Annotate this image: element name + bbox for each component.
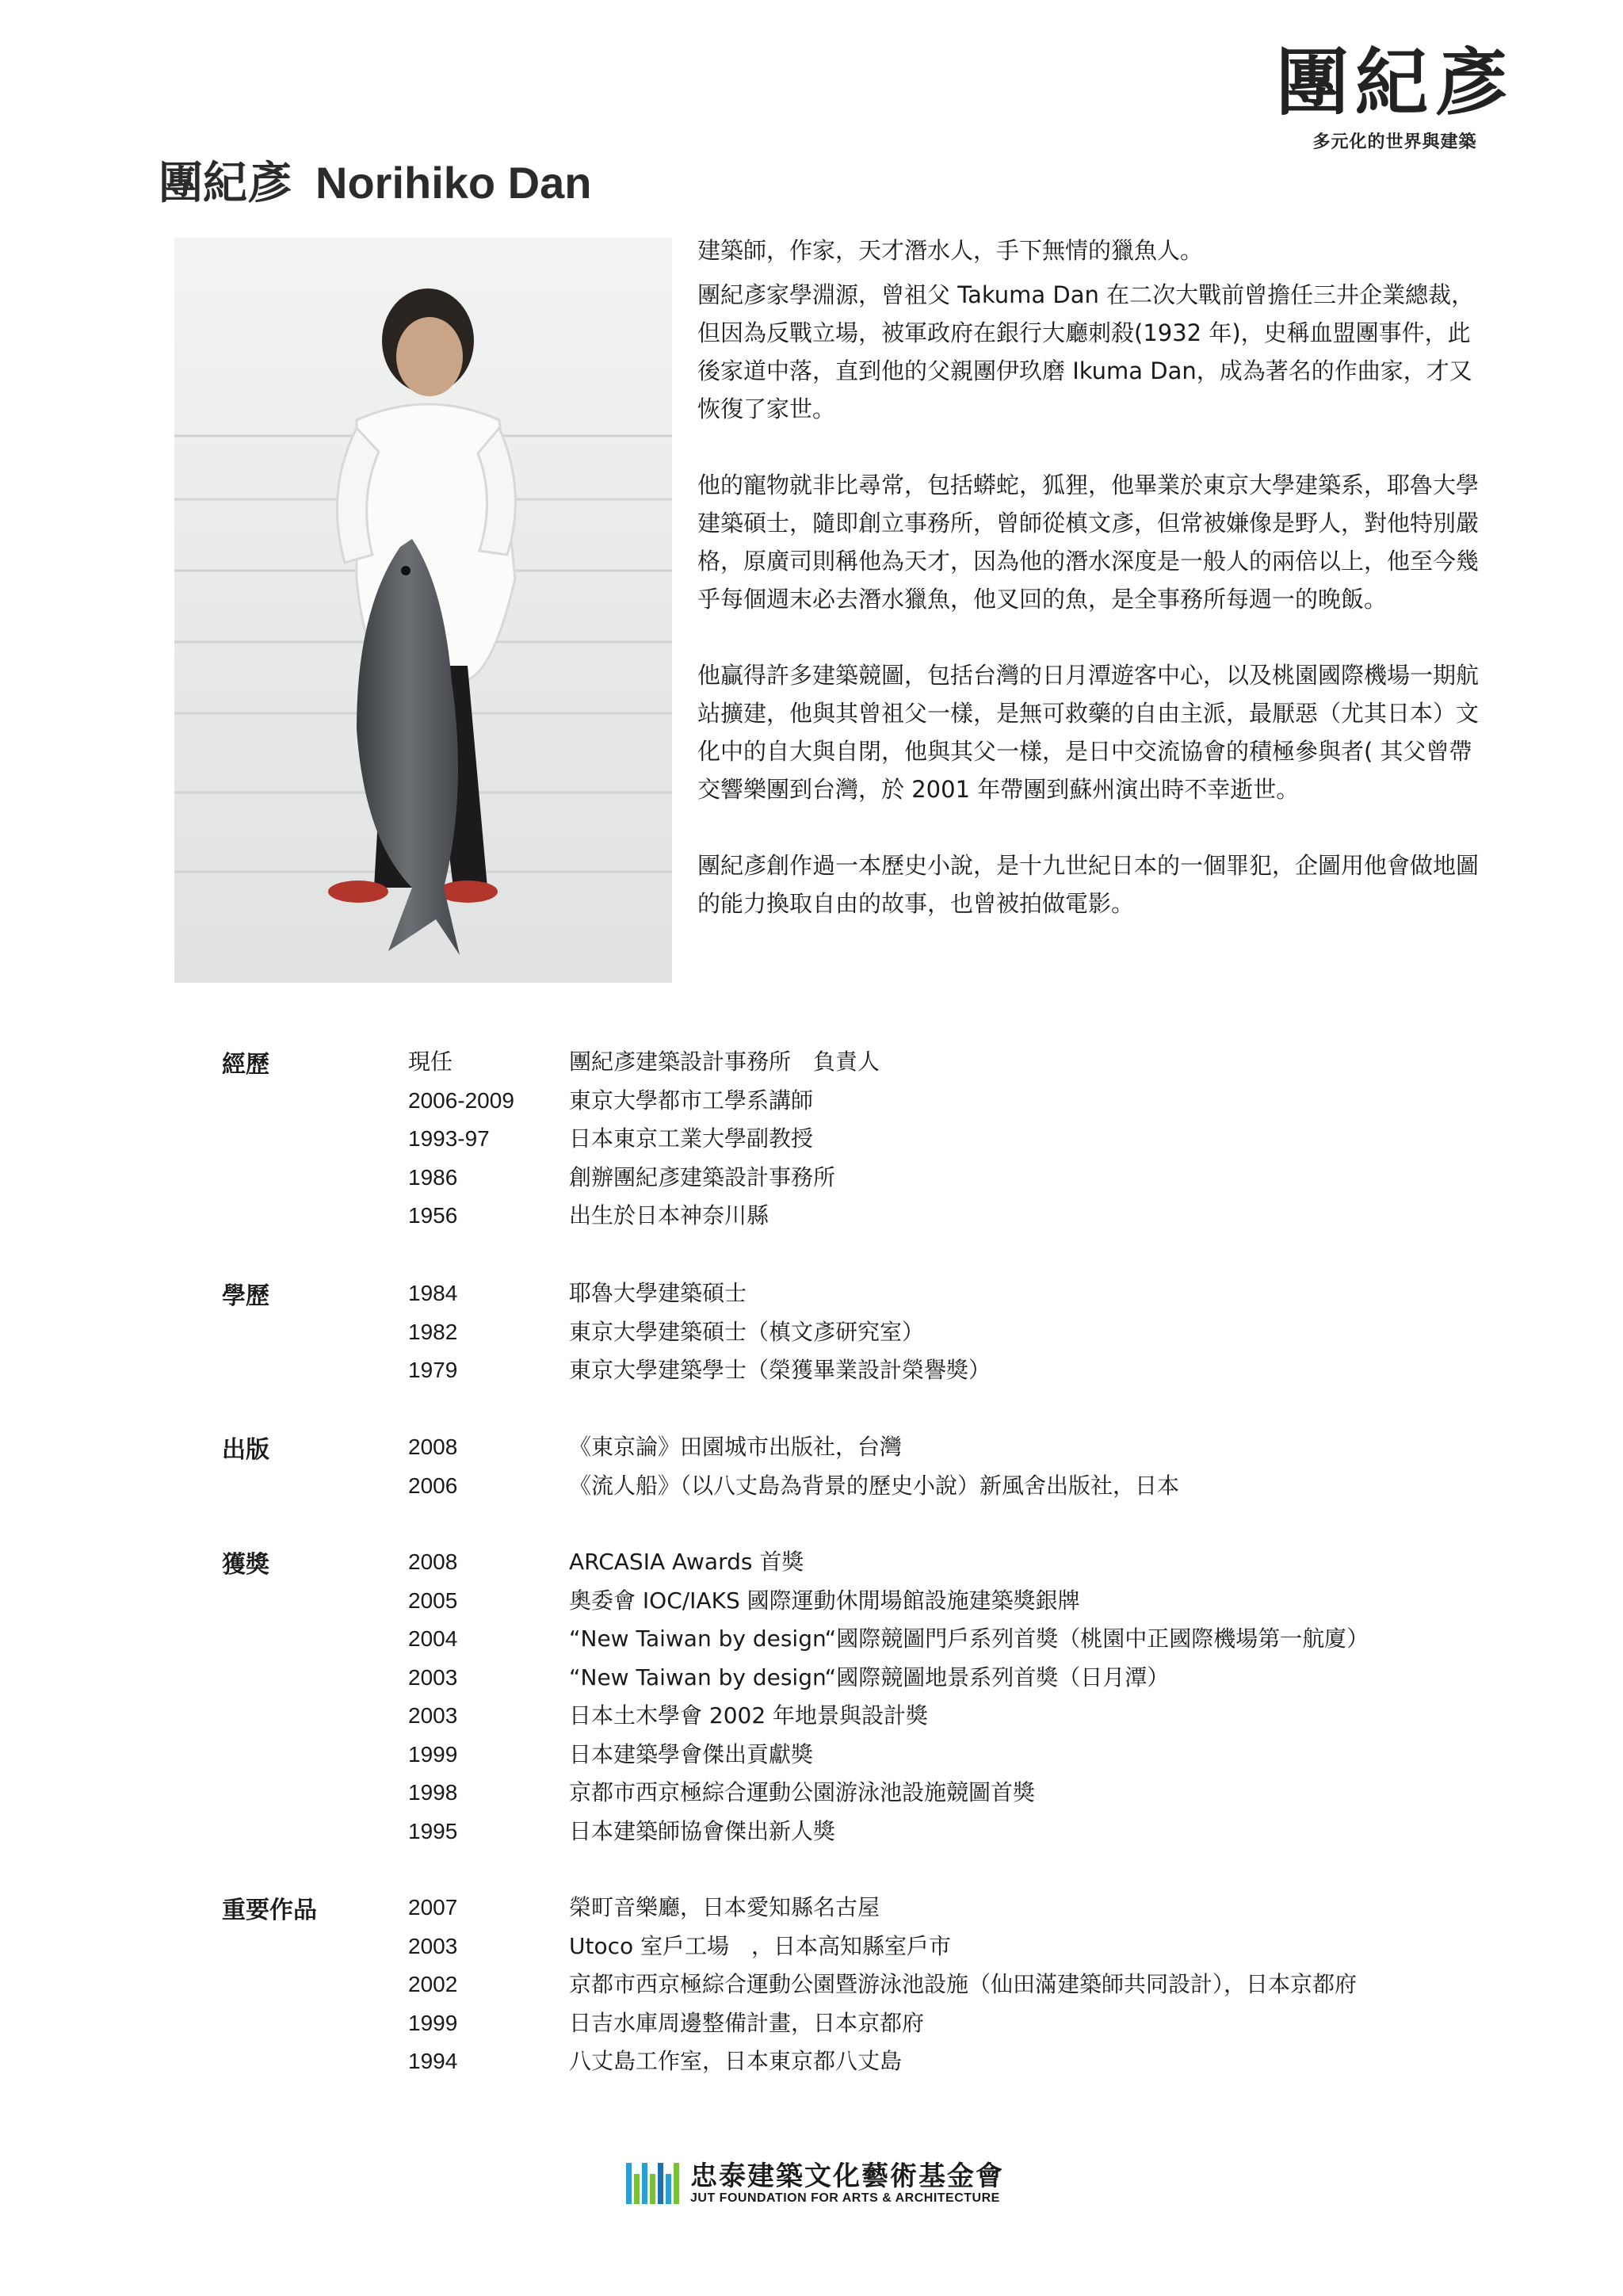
list-item — [408, 1697, 1565, 1736]
item-year: 1994 — [408, 2049, 458, 2073]
item-year: 1982 — [408, 1319, 458, 1344]
item-desc: Utoco 室戶工場 ，日本高知縣室戶市 — [569, 1932, 952, 1959]
biography-text — [697, 231, 1490, 923]
item-desc: 京都市西京極綜合運動公園游泳池設施競圖首獎 — [569, 1779, 1036, 1805]
section-label: 獲獎 — [222, 1551, 269, 1579]
item-desc: 《東京論》田園城市出版社，台灣 — [569, 1434, 903, 1460]
item-desc: 日本土木學會 2002 年地景與設計獎 — [569, 1702, 929, 1729]
logo-bar — [658, 2163, 663, 2204]
item-desc: 東京大學建築學士（榮獲畢業設計榮譽獎） — [569, 1357, 991, 1383]
foundation-logo — [626, 2160, 1004, 2206]
list-item — [408, 1927, 1565, 1966]
logo-bar — [642, 2163, 647, 2204]
item-year: 2004 — [408, 1626, 458, 1651]
foundation-name — [690, 2161, 1004, 2206]
list-item — [408, 1543, 1565, 1582]
item-year: 1995 — [408, 1818, 458, 1843]
item-desc: “New Taiwan by design“國際競圖地景系列首獎（日月潭） — [569, 1664, 1170, 1690]
list-item — [408, 1659, 1565, 1698]
portrait-photo — [174, 238, 672, 983]
item-desc: 奧委會 IOC/IAKS 國際運動休閒場館設施建築獎銀牌 — [569, 1587, 1080, 1614]
item-year: 1984 — [408, 1281, 458, 1305]
item-desc: 日本建築學會傑出貢獻獎 — [569, 1740, 814, 1767]
item-desc: 《流人船》（以八丈島為背景的歷史小說）新風舍出版社，日本 — [569, 1472, 1180, 1499]
item-desc: 東京大學都市工學系講師 — [569, 1087, 814, 1114]
title-english: Norihiko Dan — [315, 158, 592, 208]
item-year: 2003 — [408, 1703, 458, 1728]
item-year: 2008 — [408, 1435, 458, 1459]
item-desc: 耶魯大學建築碩士 — [569, 1280, 747, 1306]
logo-title: 團紀彥 — [1275, 40, 1514, 125]
list-item — [408, 2042, 1565, 2081]
item-year: 2008 — [408, 1549, 458, 1574]
item-desc: 京都市西京極綜合運動公園暨游泳池設施（仙田滿建築師共同設計），日本京都府 — [569, 1971, 1358, 1997]
list-item — [408, 1120, 1565, 1159]
list-item — [408, 1736, 1565, 1775]
section-label: 學歷 — [222, 1282, 269, 1310]
logo-bar — [650, 2174, 655, 2204]
logo-bar — [634, 2174, 640, 2204]
list-item — [408, 1620, 1565, 1659]
list-item — [408, 1197, 1565, 1236]
section-label: 經歷 — [222, 1051, 269, 1079]
item-desc: 創辦團紀彥建築設計事務所 — [569, 1163, 836, 1190]
foundation-logo-icon — [626, 2163, 679, 2204]
logo-bar — [674, 2163, 679, 2204]
section-label: 重要作品 — [222, 1897, 317, 1924]
item-desc: 日本建築師協會傑出新人獎 — [569, 1817, 836, 1844]
item-year: 2003 — [408, 1933, 458, 1958]
list-item — [408, 1428, 1565, 1467]
list-item — [408, 1043, 1565, 1082]
item-year: 現任 — [408, 1049, 453, 1074]
item-year: 1979 — [408, 1358, 458, 1382]
brand-logo — [1252, 41, 1537, 153]
item-year: 2006 — [408, 1473, 458, 1498]
section-label: 出版 — [222, 1436, 269, 1464]
item-year: 2007 — [408, 1895, 458, 1920]
item-desc: “New Taiwan by design“國際競圖門戶系列首獎（桃園中正國際機場第一航廈） — [569, 1626, 1369, 1652]
foundation-name-en: JUT FOUNDATION FOR ARTS & ARCHITECTURE — [690, 2191, 1000, 2205]
logo-tagline: 多元化的世界與建築 — [1312, 132, 1477, 152]
list-item — [408, 1774, 1565, 1813]
list-item — [408, 1813, 1565, 1851]
list-item — [408, 1082, 1565, 1121]
foundation-name-cn: 忠泰建築文化藝術基金會 — [690, 2160, 1004, 2192]
list-item — [408, 1274, 1565, 1313]
item-desc: 榮町音樂廳，日本愛知縣名古屋 — [569, 1894, 880, 1920]
logo-bar — [666, 2174, 671, 2204]
bio-paragraph-competitions: 他贏得許多建築競圖，包括台灣的日月潭遊客中心，以及桃園國際機場一期航站擴建，他與其曾祖父一樣，是無可救藥的自由主派，最厭惡（尤其日本）文化中的自大與自閉，他與其父一樣，是日中交流協會的積極參與者( 其父曾帶交響樂團到台灣，於 2001 年帶團到蘇州演出時不幸逝世。 — [697, 662, 1480, 803]
list-item — [408, 1159, 1565, 1198]
item-year: 1998 — [408, 1780, 458, 1805]
item-year: 2002 — [408, 1972, 458, 1996]
item-year: 1993-97 — [408, 1126, 490, 1151]
item-year: 1999 — [408, 1741, 458, 1767]
list-item — [408, 1351, 1565, 1390]
item-desc: 出生於日本神奈川縣 — [569, 1202, 769, 1228]
item-year: 1986 — [408, 1164, 458, 1190]
item-desc: 八丈島工作室，日本東京都八丈島 — [569, 2048, 903, 2074]
page-title — [158, 155, 591, 212]
title-chinese: 團紀彥 — [158, 158, 292, 209]
portrait-illustration — [174, 238, 672, 983]
bio-paragraph-career: 他的寵物就非比尋常，包括蟒蛇，狐狸，他畢業於東京大學建築系，耶魯大學建築碩士，隨即創立事務所，曾師從槙文彥，但常被嫌像是野人，對他特別嚴格，原廣司則稱他為天才，因為他的潛水深度是一般人的兩倍以上，他至今幾乎每個週末必去潛水獵魚，他叉回的魚，是全事務所每週一的晚飯。 — [697, 472, 1480, 613]
bio-paragraph-family: 團紀彥家學淵源，曾祖父 Takuma Dan 在二次大戰前曾擔任三井企業總裁，但因為反戰立場，被軍政府在銀行大廳刺殺(1932 年)，史稱血盟團事件，此後家道中落，直到他的父親團伊玖磨 Ikuma Dan，成為著名的作曲家，才又恢復了家世。 — [697, 281, 1475, 422]
bio-tagline: 建築師，作家，天才潛水人，手下無情的獵魚人。 — [697, 237, 1204, 264]
list-item — [408, 2004, 1565, 2043]
item-year: 2005 — [408, 1587, 458, 1613]
item-desc: 日吉水庫周邊整備計畫，日本京都府 — [569, 2009, 925, 2036]
item-year: 1956 — [408, 1203, 458, 1228]
list-item — [408, 1467, 1565, 1506]
item-year: 1999 — [408, 2010, 458, 2035]
list-item — [408, 1582, 1565, 1621]
list-item — [408, 1966, 1565, 2004]
list-item — [408, 1313, 1565, 1352]
bio-paragraph-novel: 團紀彥創作過一本歷史小說，是十九世紀日本的一個罪犯，企圖用他會做地圖的能力換取自由的故事，也曾被拍做電影。 — [697, 852, 1480, 917]
item-desc: 東京大學建築碩士（槙文彥研究室） — [569, 1318, 925, 1345]
item-desc: 日本東京工業大學副教授 — [569, 1125, 814, 1152]
item-year: 2003 — [408, 1664, 458, 1690]
logo-bar — [626, 2163, 632, 2204]
item-desc: 團紀彥建築設計事務所 負責人 — [569, 1049, 880, 1075]
item-desc: ARCASIA Awards 首獎 — [569, 1549, 804, 1575]
item-year: 2006-2009 — [408, 1087, 514, 1113]
list-item — [408, 1889, 1565, 1927]
